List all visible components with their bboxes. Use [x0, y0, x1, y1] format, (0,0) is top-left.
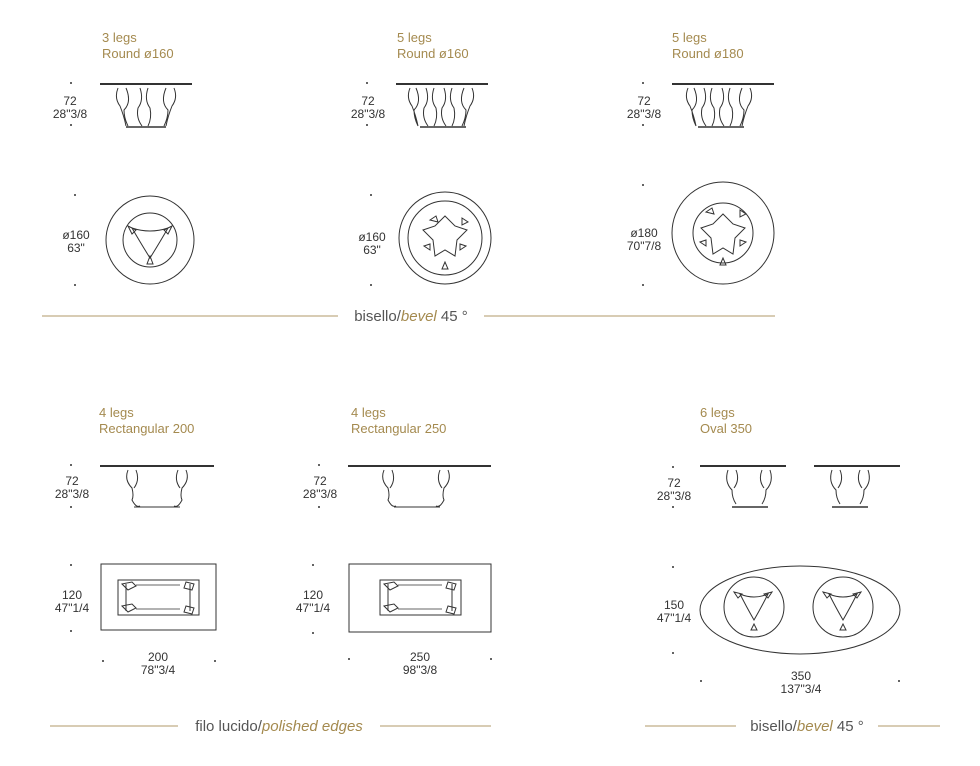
caption-main: filo lucido/: [195, 718, 262, 735]
legs-label: 4 legs: [351, 405, 386, 420]
legs-label: 5 legs: [397, 30, 432, 45]
diameter-cm: ø160: [358, 230, 386, 244]
model-label: Rectangular 200: [99, 421, 195, 436]
diameter-cm: ø180: [630, 226, 658, 240]
height-cm: 72: [637, 94, 651, 108]
caption-suffix: 45 °: [436, 308, 468, 325]
table-1-plan: [106, 196, 194, 284]
height-in: 28"3/8: [54, 487, 90, 501]
table-6-elevation: [700, 466, 900, 507]
table-5-title: [351, 405, 446, 437]
depth-cm: 120: [302, 588, 324, 602]
caption-main: bisello/: [750, 718, 797, 735]
table-5-height: [290, 475, 350, 501]
bottom-left-caption: [180, 718, 378, 735]
height-in: 28"3/8: [302, 487, 338, 501]
table-4-width: [128, 651, 188, 677]
height-in: 28"3/8: [626, 107, 662, 121]
width-cm: 250: [409, 650, 431, 664]
top-caption: [340, 308, 482, 325]
height-in: 28"3/8: [656, 489, 692, 503]
table-4-height: [42, 475, 102, 501]
width-cm: 350: [790, 669, 812, 683]
table-6-title: [700, 405, 752, 437]
table-3-diameter: [614, 227, 674, 253]
table-3-title: [672, 30, 744, 62]
depth-in: 47"1/4: [656, 611, 692, 625]
table-2-height: [338, 95, 398, 121]
table-1-diameter: [46, 229, 106, 255]
model-label: Rectangular 250: [351, 421, 447, 436]
table-2-plan: [399, 192, 491, 284]
depth-cm: 120: [61, 588, 83, 602]
table-5-elevation: [348, 466, 491, 507]
depth-cm: 150: [663, 598, 685, 612]
table-2-elevation: [396, 84, 488, 127]
table-3-elevation: [672, 84, 774, 127]
width-cm: 200: [147, 650, 169, 664]
table-3-height: [614, 95, 674, 121]
model-label: Round ø180: [672, 46, 744, 61]
bottom-right-caption: [736, 718, 878, 735]
caption-suffix: 45 °: [832, 718, 864, 735]
legs-label: 5 legs: [672, 30, 707, 45]
legs-label: 6 legs: [700, 405, 735, 420]
legs-label: 3 legs: [102, 30, 137, 45]
table-6-plan: [700, 566, 900, 654]
legs-label: 4 legs: [99, 405, 134, 420]
diameter-in: 63": [363, 243, 381, 257]
table-6-depth: [644, 599, 704, 625]
table-2-title: [397, 30, 469, 62]
table-6-width: [766, 670, 836, 696]
depth-in: 47"1/4: [295, 601, 331, 615]
table-4-plan: [101, 564, 216, 630]
caption-italic: bevel: [400, 308, 437, 325]
height-cm: 72: [65, 474, 79, 488]
diameter-cm: ø160: [62, 228, 90, 242]
caption-italic: polished edges: [261, 718, 363, 735]
diameter-in: 63": [67, 241, 85, 255]
table-5-plan: [349, 564, 491, 632]
diameter-in: 70"7/8: [626, 239, 662, 253]
height-cm: 72: [313, 474, 327, 488]
caption-main: bisello/: [354, 308, 401, 325]
table-6-height: [644, 477, 704, 503]
table-5-depth: [283, 589, 343, 615]
table-1-title: [102, 30, 174, 62]
width-in: 98"3/8: [402, 663, 438, 677]
height-cm: 72: [667, 476, 681, 490]
width-in: 137"3/4: [780, 682, 822, 696]
height-cm: 72: [63, 94, 77, 108]
height-in: 28"3/8: [350, 107, 386, 121]
table-3-plan: [672, 182, 774, 284]
model-label: Round ø160: [397, 46, 469, 61]
height-cm: 72: [361, 94, 375, 108]
width-in: 78"3/4: [140, 663, 176, 677]
caption-italic: bevel: [796, 718, 833, 735]
height-in: 28"3/8: [52, 107, 88, 121]
model-label: Round ø160: [102, 46, 174, 61]
depth-in: 47"1/4: [54, 601, 90, 615]
table-5-width: [390, 651, 450, 677]
table-4-elevation: [100, 466, 214, 507]
table-2-diameter: [342, 231, 402, 257]
table-4-title: [99, 405, 194, 437]
table-4-depth: [42, 589, 102, 615]
table-1-elevation: [100, 84, 192, 127]
table-1-height: [40, 95, 100, 121]
model-label: Oval 350: [700, 421, 753, 436]
